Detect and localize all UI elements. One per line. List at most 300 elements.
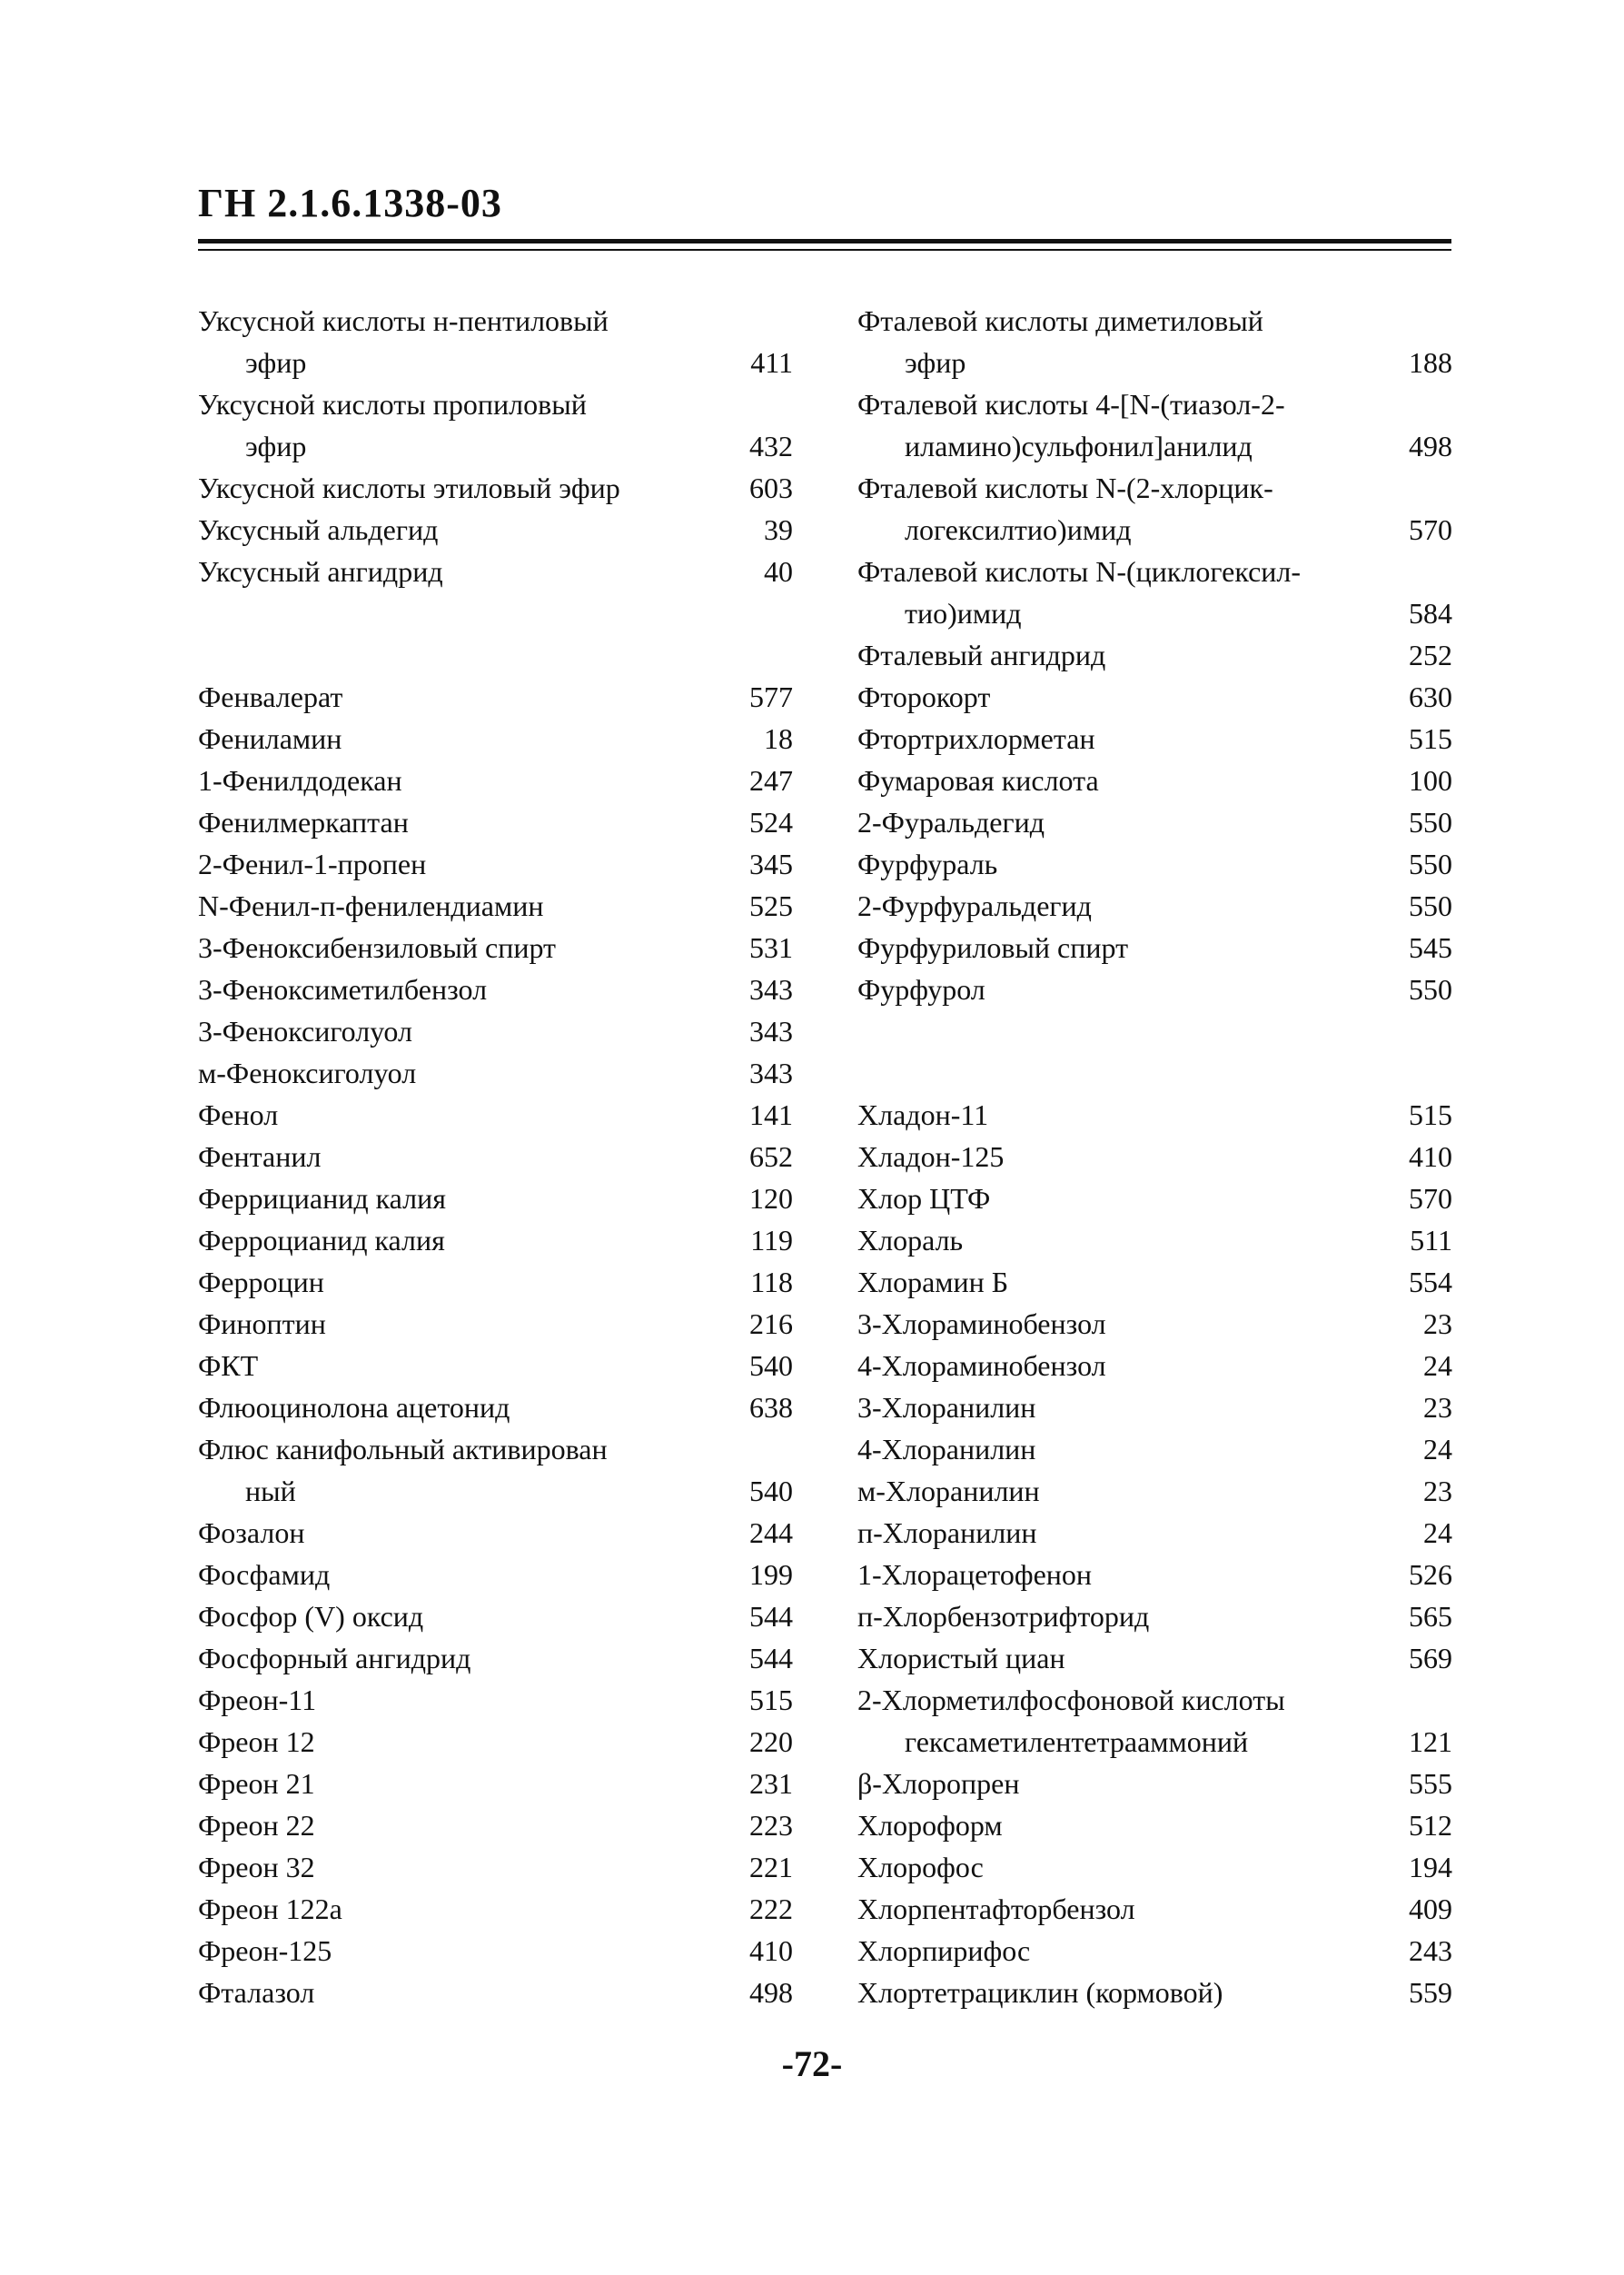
index-entry-text: Фреон-125 [198,1934,332,1967]
index-entry [857,1930,1452,1972]
index-entry [857,843,1452,885]
index-entry-term [198,1595,793,1637]
index-entry [198,1972,793,2013]
index-entry [198,1804,793,1846]
index-entry-term [198,1721,793,1763]
index-entry-page-ref: 40 [764,555,793,588]
index-entry-text: Ферроцианид калия [198,1224,445,1257]
index-entry-text: Хлораль [857,1224,964,1257]
index-entry-term [198,1177,793,1219]
index-entry-text: 2-Фенил-1-пропен [198,848,427,880]
index-entry-term [857,1261,1452,1303]
index-entry-page-ref: 221 [749,1851,793,1883]
index-entry [198,676,793,718]
index-entry-term [857,300,1452,342]
index-entry-page-ref: 24 [1423,1349,1452,1382]
index-entry-text: Фталевой кислоты N-(циклогексил- [857,555,1302,588]
index-entry-text: 3-Хлораминобензол [857,1307,1106,1340]
index-entry-term [198,1888,793,1930]
index-entry [857,1094,1452,1136]
index-entry-page-ref: 247 [749,764,793,797]
index-entry-page-ref: 24 [1423,1433,1452,1465]
index-entry-text: Фенол [198,1098,279,1131]
index-entry-page-ref: 550 [1409,973,1452,1006]
index-entry-page-ref: 630 [1409,681,1452,713]
index-entry-term-continuation [857,592,1452,634]
index-entry [857,1595,1452,1637]
index-entry-term [198,1512,793,1554]
index-entry-page-ref: 550 [1409,806,1452,839]
index-entry-page-ref: 252 [1409,639,1452,671]
index-entry-term [857,1637,1452,1679]
index-entry-page-ref: 550 [1409,889,1452,922]
index-entry-text: Уксусной кислоты пропиловый [198,388,587,421]
index-entry-term [857,1972,1452,2013]
index-entry-page-ref: 544 [749,1642,793,1674]
index-entry [198,801,793,843]
index-entry-page-ref: 525 [749,889,793,922]
index-entry-page-ref: 118 [750,1266,793,1298]
index-entry-page-ref: 343 [749,1057,793,1089]
index-entry-text: Хлорофос [857,1851,984,1883]
index-entry [857,383,1452,467]
index-entry-term [198,1386,793,1428]
index-entry-text: Фурфурол [857,973,985,1006]
index-entry-text: Хлортетрациклин (кормовой) [857,1976,1223,2009]
index-entry-text: Хлорпентафторбензол [857,1893,1135,1925]
index-entry [857,1804,1452,1846]
index-entry-text: Фталевой кислоты диметиловый [857,304,1263,337]
index-entry-text: Фталевой кислоты N-(2-хлорцик- [857,472,1273,504]
index-entry [198,551,793,592]
index-entry-text: Фентанил [198,1140,322,1173]
index-entry-text: 4-Хлораминобензол [857,1349,1106,1382]
index-entry [857,1512,1452,1554]
index-entry-page-ref: 24 [1423,1516,1452,1549]
index-entry [198,718,793,760]
index-entry-page-ref: 223 [749,1809,793,1842]
index-entry-term [198,760,793,801]
index-entry-term [857,634,1452,676]
index-entry [857,676,1452,718]
index-entry-page-ref: 432 [749,430,793,462]
index-entry-term [857,1888,1452,1930]
index-entry-term [198,551,793,592]
index-entry-page-ref: 540 [749,1475,793,1507]
index-entry-text: эфир [245,346,307,379]
index-entry-term [857,1136,1452,1177]
index-entry-page-ref: 498 [749,1976,793,2009]
index-entry-page-ref: 120 [749,1182,793,1215]
index-entry-page-ref: 39 [764,513,793,546]
index-entry-page-ref: 570 [1409,513,1452,546]
index-entry-text: Фенвалерат [198,681,343,713]
index-entry-text: эфир [905,346,966,379]
index-entry-term [198,1345,793,1386]
index-entry-page-ref: 531 [749,931,793,964]
index-entry-page-ref: 345 [749,848,793,880]
index-entry-page-ref: 100 [1409,764,1452,797]
index-entry-term [857,718,1452,760]
index-entry-term [198,1679,793,1721]
index-entry-text: гексаметилентетрааммоний [905,1725,1249,1758]
index-entry-page-ref: 216 [749,1307,793,1340]
index-entry-term-continuation [198,1470,793,1512]
index-entry-text: Фенилмеркаптан [198,806,409,839]
index-entry [198,1554,793,1595]
index-entry-text: Хлористый циан [857,1642,1065,1674]
index-entry-term [857,927,1452,969]
index-entry-text: Фталазол [198,1976,315,2009]
index-entry-text: Фталевый ангидрид [857,639,1106,671]
index-entry-term [198,1219,793,1261]
index-entry-term [857,1846,1452,1888]
index-entry [198,1261,793,1303]
index-entry [857,1303,1452,1345]
index-entry-text: 2-Фуральдегид [857,806,1045,839]
index-entry-term [198,467,793,509]
index-entry-term [857,1595,1452,1637]
index-entry-text: Флюс канифольный активирован [198,1433,608,1465]
index-entry [198,1888,793,1930]
index-entry-text: Фтортрихлорметан [857,722,1095,755]
index-entry-text: Уксусный ангидрид [198,555,443,588]
index-entry [198,1136,793,1177]
index-entry [198,1345,793,1386]
index-entry-term [198,885,793,927]
index-entry-term [198,927,793,969]
index-entry-term [198,1846,793,1888]
index-entry-text: Фозалон [198,1516,305,1549]
index-entry-text: 3-Феноксиголуол [198,1015,412,1048]
index-entry-term [198,1930,793,1972]
index-entry-term [198,1428,793,1470]
index-entry [198,969,793,1010]
index-entry-term [198,1972,793,2013]
index-entry-text: логексилтио)имид [905,513,1132,546]
index-entry-term [198,676,793,718]
index-entry [857,760,1452,801]
index-entry-page-ref: 554 [1409,1266,1452,1298]
index-entry-page-ref: 141 [749,1098,793,1131]
index-entry-term-continuation [198,425,793,467]
index-entry-text: Фреон 21 [198,1767,315,1800]
index-entry-page-ref: 498 [1409,430,1452,462]
index-entry-text: Фумаровая кислота [857,764,1099,797]
index-entry-page-ref: 220 [749,1725,793,1758]
index-entry-text: м-Хлоранилин [857,1475,1040,1507]
index-entry-text: п-Хлоранилин [857,1516,1037,1549]
index-entry-term [198,1804,793,1846]
index-entry-page-ref: 121 [1409,1725,1452,1758]
index-entry [198,1052,793,1094]
index-entry-text: м-Феноксиголуол [198,1057,417,1089]
index-column-left [198,300,793,2013]
index-entry-page-ref: 603 [749,472,793,504]
index-entry-term-continuation [857,425,1452,467]
index-entry-term [857,1345,1452,1386]
index-entry [198,1010,793,1052]
index-entry [198,885,793,927]
index-entry-text: 1-Фенилдодекан [198,764,402,797]
index-entry-page-ref: 410 [1409,1140,1452,1173]
index-entry-text: Феррицианид калия [198,1182,446,1215]
index-entry-text: 2-Фурфуральдегид [857,889,1092,922]
index-entry-term [198,1010,793,1052]
index-entry-term [857,969,1452,1010]
index-entry-page-ref: 231 [749,1767,793,1800]
index-entry-page-ref: 652 [749,1140,793,1173]
index-entry-text: Фреон 32 [198,1851,315,1883]
index-entry-page-ref: 243 [1409,1934,1452,1967]
index-entry-term [857,1763,1452,1804]
index-entry-term [857,1303,1452,1345]
index-entry-page-ref: 577 [749,681,793,713]
index-entry-text: N-Фенил-п-фенилендиамин [198,889,544,922]
index-entry-page-ref: 511 [1410,1224,1452,1257]
index-entry-term-continuation [198,342,793,383]
index-entry-page-ref: 515 [1409,1098,1452,1131]
index-entry [198,927,793,969]
index-entry-page-ref: 524 [749,806,793,839]
index-entry-page-ref: 515 [1409,722,1452,755]
index-entry-text: Флюоцинолона ацетонид [198,1391,510,1424]
index-entry-term [857,383,1452,425]
index-entry-page-ref: 23 [1423,1307,1452,1340]
index-entry [198,1303,793,1345]
index-entry-page-ref: 119 [750,1224,793,1257]
index-entry-term [857,1512,1452,1554]
index-entry-text: 2-Хлорметилфосфоновой кислоты [857,1684,1285,1716]
index-entry-term [857,1470,1452,1512]
index-entry-term [198,1136,793,1177]
index-entry [198,843,793,885]
index-entry [198,1094,793,1136]
index-entry-term [198,300,793,342]
index-entry-text: ный [245,1475,296,1507]
index-entry-page-ref: 540 [749,1349,793,1382]
index-entry-page-ref: 565 [1409,1600,1452,1633]
index-entry-page-ref: 199 [749,1558,793,1591]
index-entry-term [198,969,793,1010]
index-entry [198,1637,793,1679]
index-entry-text: Хладон-11 [857,1098,989,1131]
index-entry [198,1219,793,1261]
index-entry [198,1177,793,1219]
index-entry-term [198,1094,793,1136]
index-entry [857,1679,1452,1763]
index-entry [857,551,1452,634]
index-entry [857,801,1452,843]
index-entry-text: эфир [245,430,307,462]
index-entry-term [857,1219,1452,1261]
index-entry-term [857,1428,1452,1470]
index-entry-page-ref: 569 [1409,1642,1452,1674]
index-entry-page-ref: 544 [749,1600,793,1633]
index-entry-term [198,1052,793,1094]
header-rule-thin [198,249,1451,251]
index-entry-text: Хлороформ [857,1809,1003,1842]
section-gap [857,1010,1452,1094]
index-entry-page-ref: 23 [1423,1475,1452,1507]
index-entry [198,1512,793,1554]
index-entry-page-ref: 222 [749,1893,793,1925]
index-entry [857,1219,1452,1261]
page-number: -72- [781,2043,843,2084]
index-entry-text: Хлорпирифос [857,1934,1031,1967]
index-entry [198,1930,793,1972]
index-entry-page-ref: 188 [1409,346,1452,379]
index-entry-term [198,1554,793,1595]
index-entry-text: Уксусный альдегид [198,513,439,546]
index-entry [857,1637,1452,1679]
index-entry-page-ref: 23 [1423,1391,1452,1424]
index-entry-term [198,801,793,843]
index-entry-term [857,801,1452,843]
index-entry-term [857,1386,1452,1428]
index-entry [198,1846,793,1888]
index-entry-text: Ферроцин [198,1266,324,1298]
index-entry [198,1428,793,1512]
index-entry-term [857,467,1452,509]
index-entry-page-ref: 411 [750,346,793,379]
index-entry [857,634,1452,676]
index-entry-term [857,885,1452,927]
index-entry-text: Фреон 22 [198,1809,315,1842]
index-entry-page-ref: 570 [1409,1182,1452,1215]
index-entry [857,969,1452,1010]
index-entry [198,1595,793,1637]
index-entry-term-continuation [857,1721,1452,1763]
index-entry-page-ref: 410 [749,1934,793,1967]
index-column-right [857,300,1452,2013]
index-entry-text: Хлорамин Б [857,1266,1009,1298]
index-entry [198,383,793,467]
index-entry [198,1679,793,1721]
index-entry-text: Фосфор (V) оксид [198,1600,424,1633]
index-entry-text: п-Хлорбензотрифторид [857,1600,1150,1633]
index-entry-term [857,1554,1452,1595]
index-entry [857,885,1452,927]
index-entry [198,300,793,383]
index-entry-term [857,1679,1452,1721]
index-entry [857,1177,1452,1219]
index-entry-text: 3-Хлоранилин [857,1391,1036,1424]
index-entry-term [857,1804,1452,1846]
index-entry-term [198,1637,793,1679]
index-entry-page-ref: 526 [1409,1558,1452,1591]
index-entry [857,1846,1452,1888]
index-entry-text: Фреон-11 [198,1684,317,1716]
index-entry-term [198,383,793,425]
index-entry [857,1763,1452,1804]
index-entry [198,467,793,509]
index-entry [857,300,1452,383]
index-entry-text: 1-Хлорацетофенон [857,1558,1093,1591]
index-entry-page-ref: 512 [1409,1809,1452,1842]
index-entry-term [857,1930,1452,1972]
index-entry-page-ref: 18 [764,722,793,755]
index-entry-text: Фениламин [198,722,342,755]
index-entry-page-ref: 550 [1409,848,1452,880]
index-entry [857,1888,1452,1930]
index-entry-text: Уксусной кислоты н-пентиловый [198,304,609,337]
index-entry-text: Фторокорт [857,681,991,713]
index-entry-text: ФКТ [198,1349,259,1382]
index-entry-page-ref: 409 [1409,1893,1452,1925]
index-entry [198,509,793,551]
index-entry [198,1721,793,1763]
index-entry-text: Фреон 12 [198,1725,315,1758]
index-entry-page-ref: 343 [749,973,793,1006]
index-entry-term [198,1303,793,1345]
index-entry-term [198,718,793,760]
index-entry-term [198,1261,793,1303]
index-entry-term [198,1763,793,1804]
page-header-title: ГН 2.1.6.1338-03 [198,181,502,225]
index-entry-text: Фталевой кислоты 4-[N-(тиазол-2- [857,388,1285,421]
index-entry-page-ref: 244 [749,1516,793,1549]
index-entry-term [857,760,1452,801]
index-entry [857,1470,1452,1512]
index-entry-term-continuation [857,342,1452,383]
index-entry-text: иламино)сульфонил]анилид [905,430,1253,462]
index-entry-page-ref: 545 [1409,931,1452,964]
index-entry-term [198,509,793,551]
index-entry-term-continuation [857,509,1452,551]
index-entry [857,1386,1452,1428]
index-entry-text: β-Хлоропрен [857,1767,1020,1800]
index-entry [857,1136,1452,1177]
index-entry-page-ref: 515 [749,1684,793,1716]
index-entry-term [857,1094,1452,1136]
index-entry [857,718,1452,760]
index-entry-text: Фурфуриловый спирт [857,931,1129,964]
section-gap [198,592,793,676]
index-entry-text: Фурфураль [857,848,998,880]
index-entry-text: 3-Феноксиметилбензол [198,973,488,1006]
index-entry-text: тио)имид [905,597,1022,630]
index-entry [198,760,793,801]
index-entry [857,1554,1452,1595]
index-entry [198,1386,793,1428]
index-entry-page-ref: 638 [749,1391,793,1424]
index-entry-text: 4-Хлоранилин [857,1433,1036,1465]
index-entry-page-ref: 559 [1409,1976,1452,2009]
index-entry-page-ref: 343 [749,1015,793,1048]
index-entry-text: Фосфамид [198,1558,331,1591]
index-entry-term [857,1177,1452,1219]
index-entry-term [857,551,1452,592]
index-entry-text: Хладон-125 [857,1140,1005,1173]
index-entry-text: Фреон 122а [198,1893,342,1925]
index-entry-page-ref: 555 [1409,1767,1452,1800]
index-entry [857,927,1452,969]
index-entry-term [857,676,1452,718]
index-entry-text: Хлор ЦТФ [857,1182,991,1215]
index-entry [857,1972,1452,2013]
index-entry-text: 3-Феноксибензиловый спирт [198,931,557,964]
index-entry-text: Уксусной кислоты этиловый эфир [198,472,620,504]
index-entry [857,1345,1452,1386]
index-entry-text: Финоптин [198,1307,326,1340]
index-entry-term [198,843,793,885]
index-entry [198,1763,793,1804]
index-entry [857,1428,1452,1470]
index-entry [857,1261,1452,1303]
header-rule-thick [198,239,1451,243]
index-entry-text: Фосфорный ангидрид [198,1642,471,1674]
